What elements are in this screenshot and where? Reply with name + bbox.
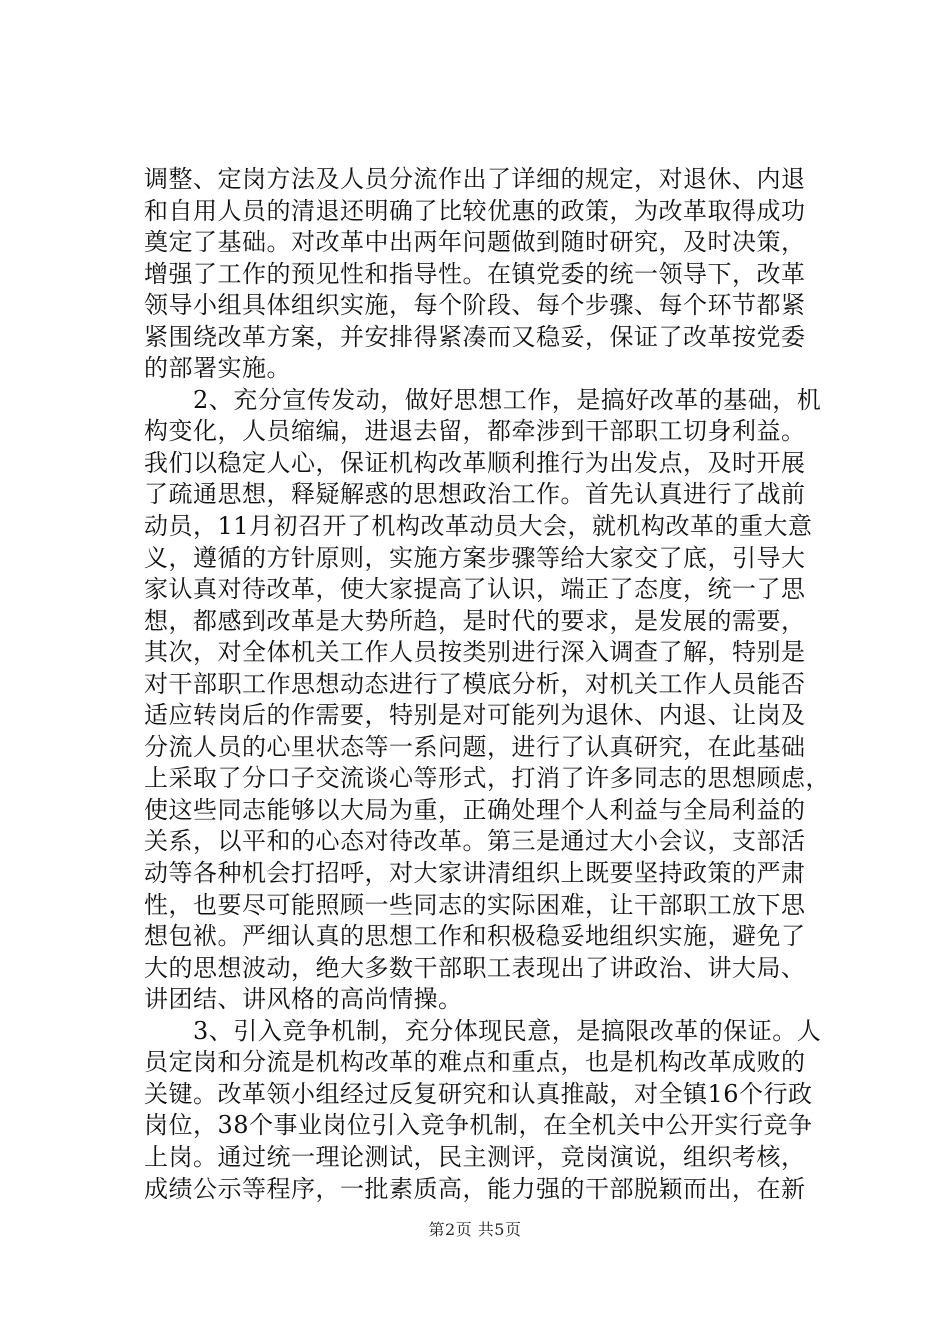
text-line: 家认真对待改革，使大家提高了认识，端正了态度，统一了思 — [144, 575, 806, 604]
text-line: 性，也要尽可能照顾一些同志的实际困难，让干部职工放下思 — [144, 890, 806, 919]
text-line: 关键。改革领小组经过反复研究和认真推敲，对全镇16个行政 — [144, 1079, 813, 1108]
text-line: 分流人员的心里状态等一系问题，进行了认真研究，在此基础 — [144, 732, 806, 761]
text-line: 义，遵循的方针原则，实施方案步骤等给大家交了底，引导大 — [144, 543, 806, 572]
text-line: 对干部职工作思想动态进行了模底分析，对机关工作人员能否 — [144, 669, 806, 698]
text-line: 成绩公示等程序，一批素质高，能力强的干部脱颖而出，在新 — [144, 1174, 806, 1203]
text-line: 奠定了基础。对改革中出两年问题做到随时研究，及时决策， — [144, 228, 806, 257]
text-line: 上采取了分口子交流谈心等形式，打消了许多同志的思想顾虑， — [144, 764, 830, 793]
text-line: 2、充分宣传发动，做好思想工作，是搞好改革的基础，机 — [144, 385, 822, 414]
text-line: 关系，以平和的心态对待改革。第三是通过大小会议，支部活 — [144, 827, 806, 856]
text-line: 了疏通思想，释疑解惑的思想政治工作。首先认真进行了战前 — [144, 480, 806, 509]
text-line: 讲团结、讲风格的高尚情操。 — [144, 985, 463, 1014]
text-line: 和自用人员的清退还明确了比较优惠的政策，为改革取得成功 — [144, 196, 806, 225]
text-line: 调整、定岗方法及人员分流作出了详细的规定，对退休、内退 — [144, 165, 806, 193]
body-text — [144, 164, 834, 1205]
text-line: 的部署实施。 — [144, 354, 291, 383]
text-line: 大的思想波动，绝大多数干部职工表现出了讲政治、讲大局、 — [144, 953, 806, 982]
page-footer: 第2页 共5页 — [428, 1220, 522, 1239]
text-line: 岗位，38个事业岗位引入竞争机制，在全机关中公开实行竞争 — [144, 1111, 813, 1140]
text-line: 想，都感到改革是大势所趋，是时代的要求，是发展的需要， — [144, 606, 806, 635]
text-line: 紧围绕改革方案，并安排得紧凑而又稳妥，保证了改革按党委 — [144, 322, 806, 351]
text-line: 上岗。通过统一理论测试，民主测评，竞岗演说，组织考核， — [144, 1142, 806, 1171]
text-line: 3、引入竞争机制，充分体现民意，是搞限改革的保证。人 — [144, 1016, 822, 1045]
text-line: 其次，对全体机关工作人员按类别进行深入调查了解，特别是 — [144, 638, 806, 667]
text-line: 适应转岗后的作需要，特别是对可能列为退休、内退、让岗及 — [144, 701, 806, 730]
text-line: 增强了工作的预见性和指导性。在镇党委的统一领导下，改革 — [144, 259, 806, 288]
text-line: 动员，11月初召开了机构改革动员大会，就机构改革的重大意 — [144, 512, 813, 541]
text-line: 员定岗和分流是机构改革的难点和重点，也是机构改革成败的 — [144, 1048, 806, 1077]
text-line: 想包袱。严细认真的思想工作和积极稳妥地组织实施，避免了 — [144, 922, 806, 951]
text-line: 使这些同志能够以大局为重，正确处理个人利益与全局利益的 — [144, 795, 806, 824]
text-line: 动等各种机会打招呼，对大家讲清组织上既要坚持政策的严肃 — [144, 859, 806, 888]
text-line: 构变化，人员缩编，进退去留，都牵涉到干部职工切身利益。 — [144, 417, 806, 446]
text-line: 领导小组具体组织实施，每个阶段、每个步骤、每个环节都紧 — [144, 291, 806, 320]
text-line: 我们以稳定人心，保证机构改革顺利推行为出发点，及时开展 — [144, 448, 806, 477]
